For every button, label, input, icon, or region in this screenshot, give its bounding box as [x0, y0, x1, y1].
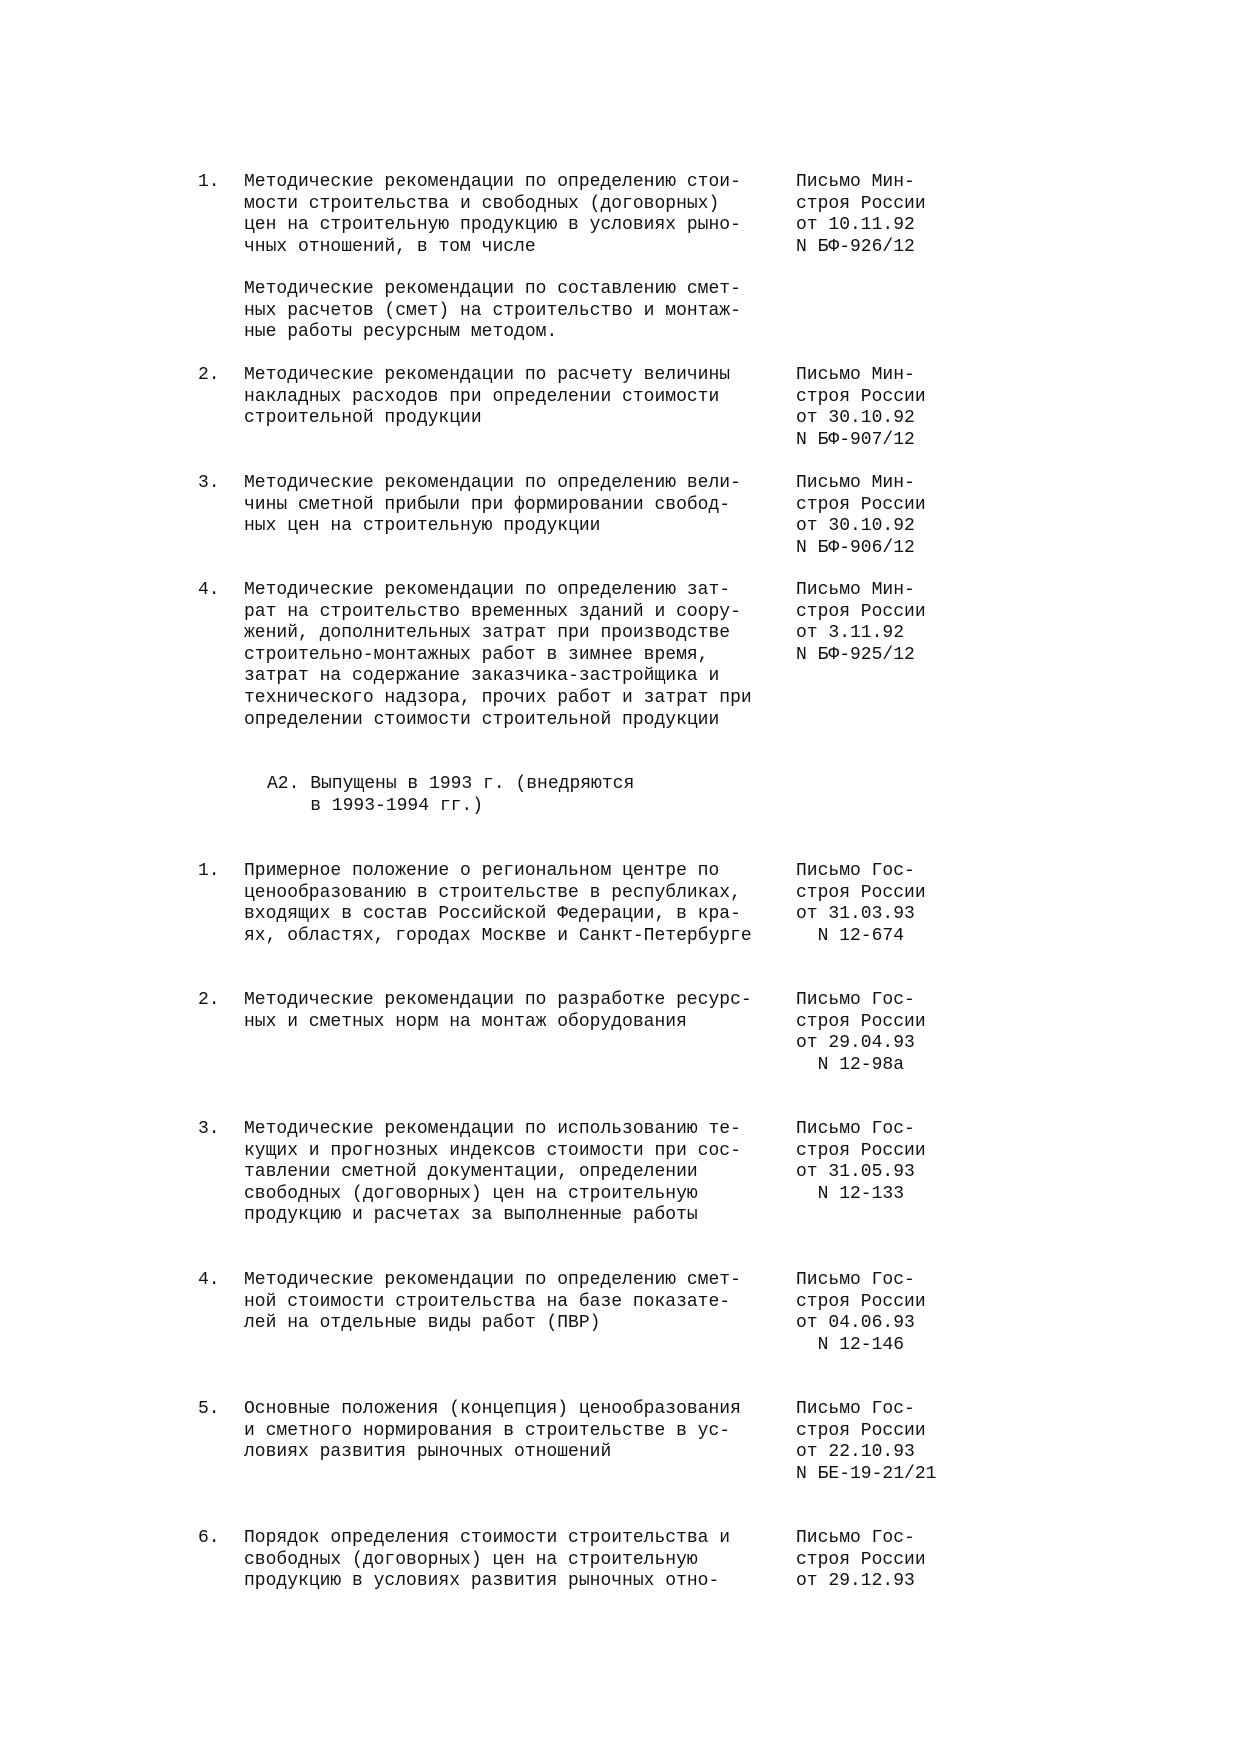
- item-a1-4-description: Методические рекомендации по определению зат- рат на строительство временных зданий и соору- жений, дополнительных затрат при производстве строительно-монтажных работ в зимнее время, затрат на содержание заказчика-застройщика и технического надзора, прочих работ и затрат при определении стоимости строительной продукции: [244, 580, 752, 730]
- item-a2-3-description: Методические рекомендации по использованию те- кущих и прогнозных индексов стоимости при сос- тавлении сметной документации, определении свободных (договорных) цен на строительную продукцию и расчетах за выполненные работы: [244, 1119, 741, 1226]
- item-a2-3-reference: Письмо Гос- строя России от 31.05.93 N 12-133: [796, 1119, 926, 1204]
- section-a2-heading: А2. Выпущены в 1993 г. (внедряются в 1993-1994 гг.): [267, 774, 635, 816]
- item-a2-6-description: Порядок определения стоимости строительства и свободных (договорных) цен на строительную продукцию в условиях развития рыночных отно-: [244, 1528, 731, 1592]
- item-a2-2-reference: Письмо Гос- строя России от 29.04.93 N 12-98а: [796, 990, 926, 1075]
- item-a2-6-reference: Письмо Гос- строя России от 29.12.93: [796, 1528, 926, 1592]
- item-a1-3-description: Методические рекомендации по определению вели- чины сметной прибыли при формировании свобод- ных цен на строительную продукции: [244, 473, 741, 537]
- item-a1-1-description: Методические рекомендации по определению стои- мости строительства и свободных (договорных) цен на строительную продукцию в условиях рыно- чных отношений, в том числе: [244, 172, 741, 257]
- item-a1-1-sub-description: Методические рекомендации по составлению смет- ных расчетов (смет) на строительство и монтаж- ные работы ресурсным методом.: [244, 279, 741, 343]
- item-a1-2-description: Методические рекомендации по расчету величины накладных расходов при определении стоимости строительной продукции: [244, 365, 731, 429]
- item-a2-6-number: 6.: [198, 1528, 220, 1548]
- item-a2-1-description: Примерное положение о региональном центре по ценообразованию в строительстве в республиках, входящих в состав Российской Федерации, в кра- ях, областях, городах Москве и Санкт-Петербурге: [244, 861, 752, 946]
- item-a2-1-number: 1.: [198, 861, 220, 881]
- item-a1-2-number: 2.: [198, 365, 220, 385]
- item-a2-5-number: 5.: [198, 1399, 220, 1419]
- item-a1-2-reference: Письмо Мин- строя России от 30.10.92 N БФ-907/12: [796, 365, 926, 450]
- item-a1-3-reference: Письмо Мин- строя России от 30.10.92 N БФ-906/12: [796, 473, 926, 558]
- item-a1-4-number: 4.: [198, 580, 220, 600]
- item-a2-2-number: 2.: [198, 990, 220, 1010]
- item-a1-3-number: 3.: [198, 473, 220, 493]
- item-a2-3-number: 3.: [198, 1119, 220, 1139]
- item-a1-1-reference: Письмо Мин- строя России от 10.11.92 N БФ-926/12: [796, 172, 926, 257]
- item-a2-4-reference: Письмо Гос- строя России от 04.06.93 N 12-146: [796, 1270, 926, 1355]
- item-a2-5-reference: Письмо Гос- строя России от 22.10.93 N БЕ-19-21/21: [796, 1399, 937, 1484]
- item-a2-5-description: Основные положения (концепция) ценообразования и сметного нормирования в строительстве в ус- ловиях развития рыночных отношений: [244, 1399, 741, 1463]
- item-a1-4-reference: Письмо Мин- строя России от 3.11.92 N БФ-925/12: [796, 580, 926, 665]
- item-a2-4-description: Методические рекомендации по определению смет- ной стоимости строительства на базе показате- лей на отдельные виды работ (ПВР): [244, 1270, 741, 1334]
- item-a2-2-description: Методические рекомендации по разработке ресурс- ных и сметных норм на монтаж оборудования: [244, 990, 752, 1032]
- item-a2-1-reference: Письмо Гос- строя России от 31.03.93 N 12-674: [796, 861, 926, 946]
- item-a2-4-number: 4.: [198, 1270, 220, 1290]
- item-a1-1-number: 1.: [198, 172, 220, 192]
